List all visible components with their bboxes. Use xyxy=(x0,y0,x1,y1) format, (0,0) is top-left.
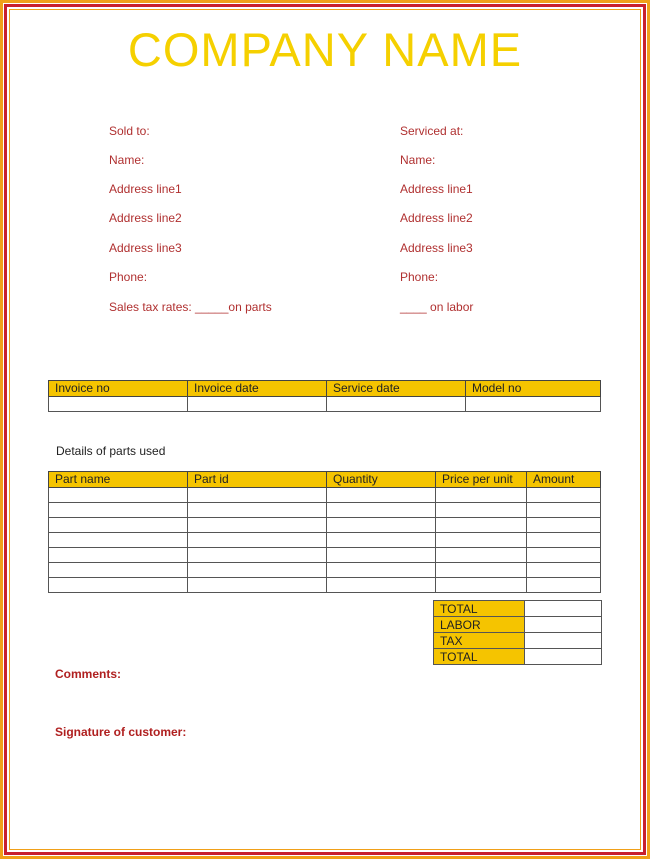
serviced-at-name: Name: xyxy=(400,153,436,167)
total-value[interactable] xyxy=(525,601,602,617)
parts-table xyxy=(48,471,601,593)
totals-row xyxy=(434,649,602,665)
part-cell[interactable] xyxy=(49,563,188,578)
signature-label: Signature of customer: xyxy=(55,725,187,739)
col-model-no: Model no xyxy=(466,381,601,397)
part-cell[interactable] xyxy=(188,533,327,548)
part-cell[interactable] xyxy=(436,488,527,503)
part-cell[interactable] xyxy=(49,578,188,593)
model-no-cell[interactable] xyxy=(466,397,601,412)
tax-on-labor: ____ on labor xyxy=(400,300,474,314)
serviced-at-heading: Serviced at: xyxy=(400,124,464,138)
col-invoice-no: Invoice no xyxy=(49,381,188,397)
table-row xyxy=(49,503,601,518)
invoice-table xyxy=(48,380,601,412)
part-cell[interactable] xyxy=(327,578,436,593)
sold-to-phone: Phone: xyxy=(109,270,148,284)
part-cell[interactable] xyxy=(436,518,527,533)
part-cell[interactable] xyxy=(188,488,327,503)
table-row xyxy=(49,578,601,593)
table-row xyxy=(49,488,601,503)
comments-label: Comments: xyxy=(55,667,122,681)
parts-header-row xyxy=(49,472,601,488)
part-cell[interactable] xyxy=(188,548,327,563)
table-row xyxy=(49,518,601,533)
part-cell[interactable] xyxy=(327,563,436,578)
serviced-at-phone: Phone: xyxy=(400,270,439,284)
invoice-date-cell[interactable] xyxy=(188,397,327,412)
totals-row xyxy=(434,617,602,633)
col-amount: Amount xyxy=(527,472,601,488)
parts-title: Details of parts used xyxy=(56,444,166,458)
part-cell[interactable] xyxy=(527,503,601,518)
grand-total-value[interactable] xyxy=(525,649,602,665)
part-cell[interactable] xyxy=(49,548,188,563)
part-cell[interactable] xyxy=(527,578,601,593)
sold-to-address3: Address line3 xyxy=(109,241,182,255)
serviced-at-address1: Address line1 xyxy=(400,182,473,196)
invoice-header-row xyxy=(49,381,601,397)
sold-to-name: Name: xyxy=(109,153,145,167)
col-service-date: Service date xyxy=(327,381,466,397)
serviced-at-address2: Address line2 xyxy=(400,211,473,225)
sold-to-heading: Sold to: xyxy=(109,124,150,138)
part-cell[interactable] xyxy=(527,563,601,578)
part-cell[interactable] xyxy=(527,518,601,533)
grand-total-label: TOTAL xyxy=(434,649,525,665)
part-cell[interactable] xyxy=(188,518,327,533)
totals-table xyxy=(433,600,602,665)
part-cell[interactable] xyxy=(436,578,527,593)
part-cell[interactable] xyxy=(49,488,188,503)
invoice-no-cell[interactable] xyxy=(49,397,188,412)
total-label: TOTAL xyxy=(434,601,525,617)
table-row xyxy=(49,563,601,578)
part-cell[interactable] xyxy=(436,563,527,578)
part-cell[interactable] xyxy=(527,488,601,503)
part-cell[interactable] xyxy=(436,503,527,518)
totals-row xyxy=(434,633,602,649)
col-part-name: Part name xyxy=(49,472,188,488)
col-price-per-unit: Price per unit xyxy=(436,472,527,488)
part-cell[interactable] xyxy=(49,503,188,518)
labor-label: LABOR xyxy=(434,617,525,633)
part-cell[interactable] xyxy=(436,548,527,563)
part-cell[interactable] xyxy=(188,563,327,578)
part-cell[interactable] xyxy=(49,518,188,533)
sold-to-address1: Address line1 xyxy=(109,182,182,196)
sales-tax-parts: Sales tax rates: _____on parts xyxy=(109,300,272,314)
table-row xyxy=(49,533,601,548)
part-cell[interactable] xyxy=(527,548,601,563)
table-row xyxy=(49,397,601,412)
col-invoice-date: Invoice date xyxy=(188,381,327,397)
sold-to-address2: Address line2 xyxy=(109,211,182,225)
part-cell[interactable] xyxy=(527,533,601,548)
col-quantity: Quantity xyxy=(327,472,436,488)
labor-value[interactable] xyxy=(525,617,602,633)
service-date-cell[interactable] xyxy=(327,397,466,412)
tax-label: TAX xyxy=(434,633,525,649)
col-part-id: Part id xyxy=(188,472,327,488)
part-cell[interactable] xyxy=(188,503,327,518)
serviced-at-address3: Address line3 xyxy=(400,241,473,255)
part-cell[interactable] xyxy=(327,488,436,503)
part-cell[interactable] xyxy=(327,548,436,563)
company-name: COMPANY NAME xyxy=(127,23,523,76)
part-cell[interactable] xyxy=(327,533,436,548)
table-row xyxy=(49,548,601,563)
totals-row xyxy=(434,601,602,617)
page xyxy=(9,9,641,850)
part-cell[interactable] xyxy=(49,533,188,548)
tax-value[interactable] xyxy=(525,633,602,649)
part-cell[interactable] xyxy=(188,578,327,593)
part-cell[interactable] xyxy=(436,533,527,548)
part-cell[interactable] xyxy=(327,503,436,518)
part-cell[interactable] xyxy=(327,518,436,533)
